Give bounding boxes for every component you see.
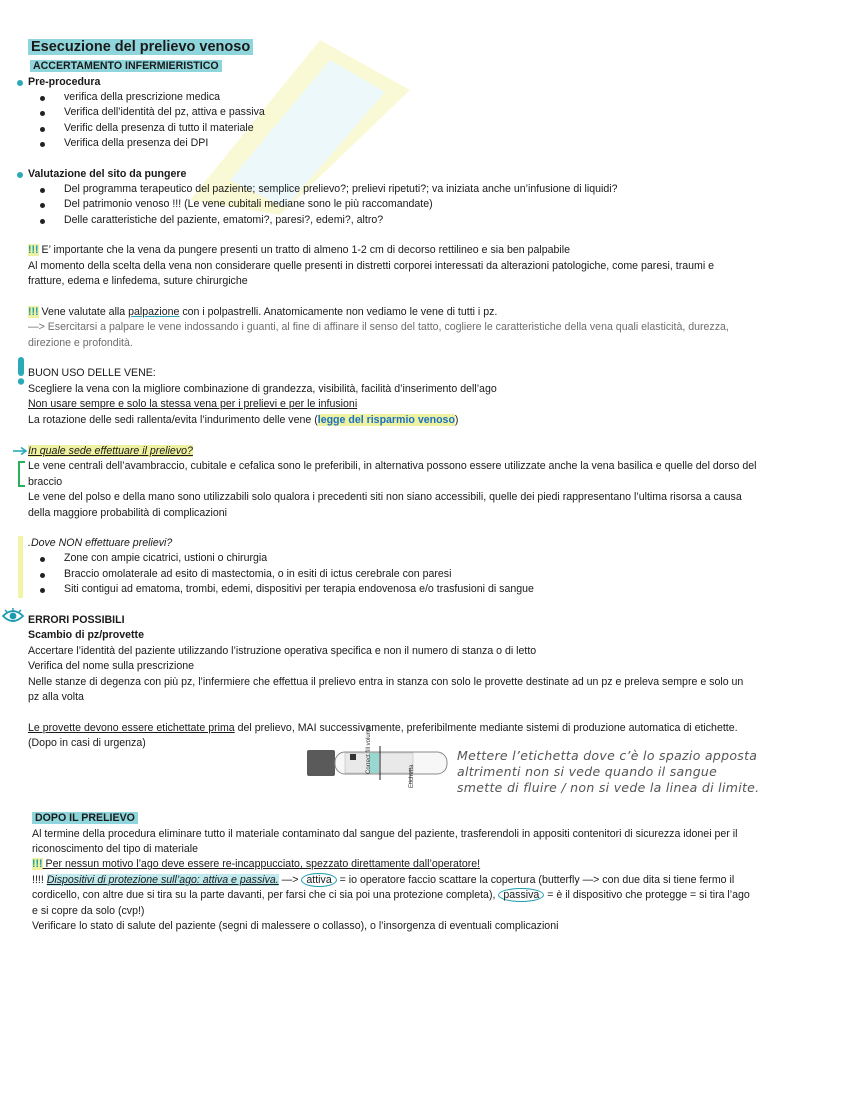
paragraph-line: Verificare lo stato di salute del paziente (segni di malessere o collasso), o l’insorgenza di eventuali complicazioni	[32, 920, 559, 932]
bullet-icon	[40, 203, 45, 208]
paragraph-line: Al termine della procedura eliminare tutto il materiale contaminato dal sangue del paziente, trasferendoli in appositi contenitori di sicurezza idonei per il	[32, 828, 738, 840]
paragraph-line: Non usare sempre e solo la stessa vena per i prelievi e per le infusioni	[28, 398, 358, 410]
list-item: Del patrimonio venoso !!! (Le vene cubitali mediane sono le più raccomandate)	[64, 198, 433, 210]
list-item: Verifica della presenza dei DPI	[64, 137, 209, 149]
paragraph-line: Al momento della scelta della vena non considerare quelle presenti in distretti corporei interessati da alterazioni patologiche, come paresi, traumi e	[28, 260, 715, 272]
exercise-note: direzione e profondità.	[28, 337, 133, 349]
question-text: In quale sede effettuare il prelievo?	[28, 445, 193, 457]
sede-question	[28, 444, 835, 459]
heading-text: DOPO IL PRELIEVO	[32, 812, 138, 824]
list-item: Del programma terapeutico del paziente; semplice prelievo?; prelievi ripetuti?; va iniziata anche un’infusione di liquidi?	[64, 183, 618, 195]
cordicello-line	[32, 888, 835, 903]
paragraph-text: = è il dispositivo che protegge = si tira l’ago	[544, 889, 750, 901]
handwritten-note: Mettere l’etichetta dove c’è lo spazio apposta	[457, 748, 758, 763]
warning-text: Per nessun motivo l’ago deve essere re-incappucciato, spezzato direttamente dall’operatore!	[42, 858, 481, 870]
paragraph-line: (Dopo in casi di urgenza)	[28, 737, 146, 749]
palpazione-paragraph	[28, 305, 835, 320]
handwritten-note: altrimenti non si vede quando il sangue	[457, 764, 718, 779]
paragraph-line: Accertare l’identità del paziente utilizzando l’istruzione operativa specifica e non il numero di stanza o di letto	[28, 645, 537, 657]
exclamation-marker: !!!	[28, 244, 39, 256]
exclamation-marker: !!!!	[32, 874, 47, 886]
page-title: Esecuzione del prelievo venoso	[28, 40, 835, 56]
list-item: verifica della prescrizione medica	[64, 91, 221, 103]
paragraph-text: del prelievo, MAI successivamente, preferibilmente mediante sistemi di produzione automatica di etichette.	[234, 722, 738, 734]
etichette-line	[28, 721, 835, 736]
bullet-icon	[40, 588, 45, 593]
arrow-right-icon	[12, 446, 28, 456]
list-item: Verifica dell’identità del pz, attiva e passiva	[64, 106, 265, 118]
arrow-text: —>	[278, 874, 302, 886]
preprocedura-heading: Pre-procedura	[28, 76, 101, 88]
list-item: Siti contigui ad ematoma, trombi, edemi, dispositivi per terapia endovenosa e/o trasfusioni di sangue	[64, 583, 534, 595]
dove-non-question: .Dove NON effettuare prelievi?	[28, 537, 173, 549]
emphasis-text: Le provette devono essere etichettate prima	[28, 722, 235, 734]
paragraph-text: La rotazione delle sedi rallenta/evita l’indurimento delle vene (	[28, 414, 318, 426]
bullet-icon	[40, 127, 45, 132]
legge-risparmio-link: legge del risparmio venoso	[317, 414, 455, 426]
paragraph-text: = io operatore faccio scattare la copertura (butterfly —> con due dita si tiene fermo il	[336, 874, 735, 886]
teal-bullet-icon	[17, 80, 23, 86]
paragraph-line: pz alla volta	[28, 691, 84, 703]
bullet-icon	[40, 557, 45, 562]
tube-fill-label: Correct fill volume	[366, 725, 372, 774]
paragraph-line: braccio	[28, 476, 63, 488]
valutazione-heading: Valutazione del sito da pungere	[28, 168, 187, 180]
rotazione-line	[28, 413, 835, 428]
bullet-icon	[40, 96, 45, 101]
paragraph-line: e si copre da solo (cvp!)	[32, 905, 145, 917]
dispositivi-text: Dispositivi di protezione sull’ago: attiva e passiva.	[46, 874, 279, 886]
list-item: Zone con ampie cicatrici, ustioni o chirurgia	[64, 552, 268, 564]
tube-etichetta-label: Etichetta	[409, 764, 415, 788]
bracket-icon	[17, 460, 27, 488]
paragraph-text: )	[454, 414, 459, 426]
exercise-note: —> Esercitarsi a palpare le vene indossando i guanti, al fine di affinare il senso del tatto, cogliere le caratteristiche della vena quali elasticità, durezza,	[28, 321, 729, 333]
exclamation-icon	[14, 356, 28, 386]
handwritten-note: smette di fluire / non si vede la linea di limite.	[457, 780, 760, 795]
bullet-icon	[40, 188, 45, 193]
dispositivi-line	[32, 873, 835, 888]
list-item: Verific della presenza di tutto il materiale	[64, 122, 254, 134]
exclamation-marker: !!!	[32, 858, 43, 870]
paragraph-text: cordicello, con altre due si tira su la parte davanti, per farsi che ci sia poi una protezione completa),	[32, 889, 499, 901]
section-subtitle: ACCERTAMENTO INFERMIERISTICO	[30, 59, 835, 74]
errori-subheading: Scambio di pz/provette	[28, 629, 144, 641]
dopo-heading	[32, 811, 835, 826]
paragraph-line: Nelle stanze di degenza con più pz, l’infermiere che effettua il prelievo entra in stanza con solo le provette destinate ad un pz e preleva sempre e solo un	[28, 676, 744, 688]
paragraph-text: E’ importante che la vena da pungere presenti un tratto di almeno 1-2 cm di decorso rettilineo e sia ben palpabile	[38, 244, 570, 256]
bullet-icon	[40, 111, 45, 116]
important-paragraph	[28, 243, 835, 258]
errori-heading: ERRORI POSSIBILI	[28, 614, 125, 626]
paragraph-line: riconoscimento del tipo di materiale	[32, 843, 199, 855]
teal-bullet-icon	[17, 172, 23, 178]
paragraph-line: della maggiore probabilità di complicazioni	[28, 507, 228, 519]
paragraph-line: fratture, edema e linfedema, suture chirurgiche	[28, 275, 248, 287]
paragraph-line: Verifica del nome sulla prescrizione	[28, 660, 195, 672]
bullet-icon	[40, 573, 45, 578]
reincappucciare-line	[32, 857, 835, 872]
passiva-circled: passiva	[498, 888, 544, 902]
eye-icon	[2, 608, 24, 624]
list-item: Braccio omolaterale ad esito di mastectomia, o in esiti di ictus cerebrale con paresi	[64, 568, 452, 580]
list-item: Delle caratteristiche del paziente, ematomi?, paresi?, edemi?, altro?	[64, 214, 384, 226]
attiva-circled: attiva	[301, 873, 336, 887]
palpazione-word: palpazione	[128, 306, 180, 318]
paragraph-line: Le vene del polso e della mano sono utilizzabili solo qualora i precedenti siti non siano accessibili, quelle dei piedi rappresentano l’ultima risorsa a causa	[28, 491, 742, 503]
paragraph-text: Vene valutate alla	[38, 306, 129, 318]
bullet-icon	[40, 219, 45, 224]
highlight-bar	[18, 536, 23, 598]
exclamation-marker: !!!	[28, 306, 39, 318]
paragraph-line: Scegliere la vena con la migliore combinazione di grandezza, visibilità, facilità d’inserimento dell’ago	[28, 383, 497, 395]
paragraph-text: con i polpastrelli. Anatomicamente non vediamo le vene di tutti i pz.	[179, 306, 498, 318]
buon-uso-heading: BUON USO DELLE VENE:	[28, 367, 156, 379]
paragraph-line: Le vene centrali dell’avambraccio, cubitale e cefalica sono le preferibili, in alternativa possono essere utilizzate anche la vena basilica e quelle del dorso del	[28, 460, 757, 472]
bullet-icon	[40, 142, 45, 147]
